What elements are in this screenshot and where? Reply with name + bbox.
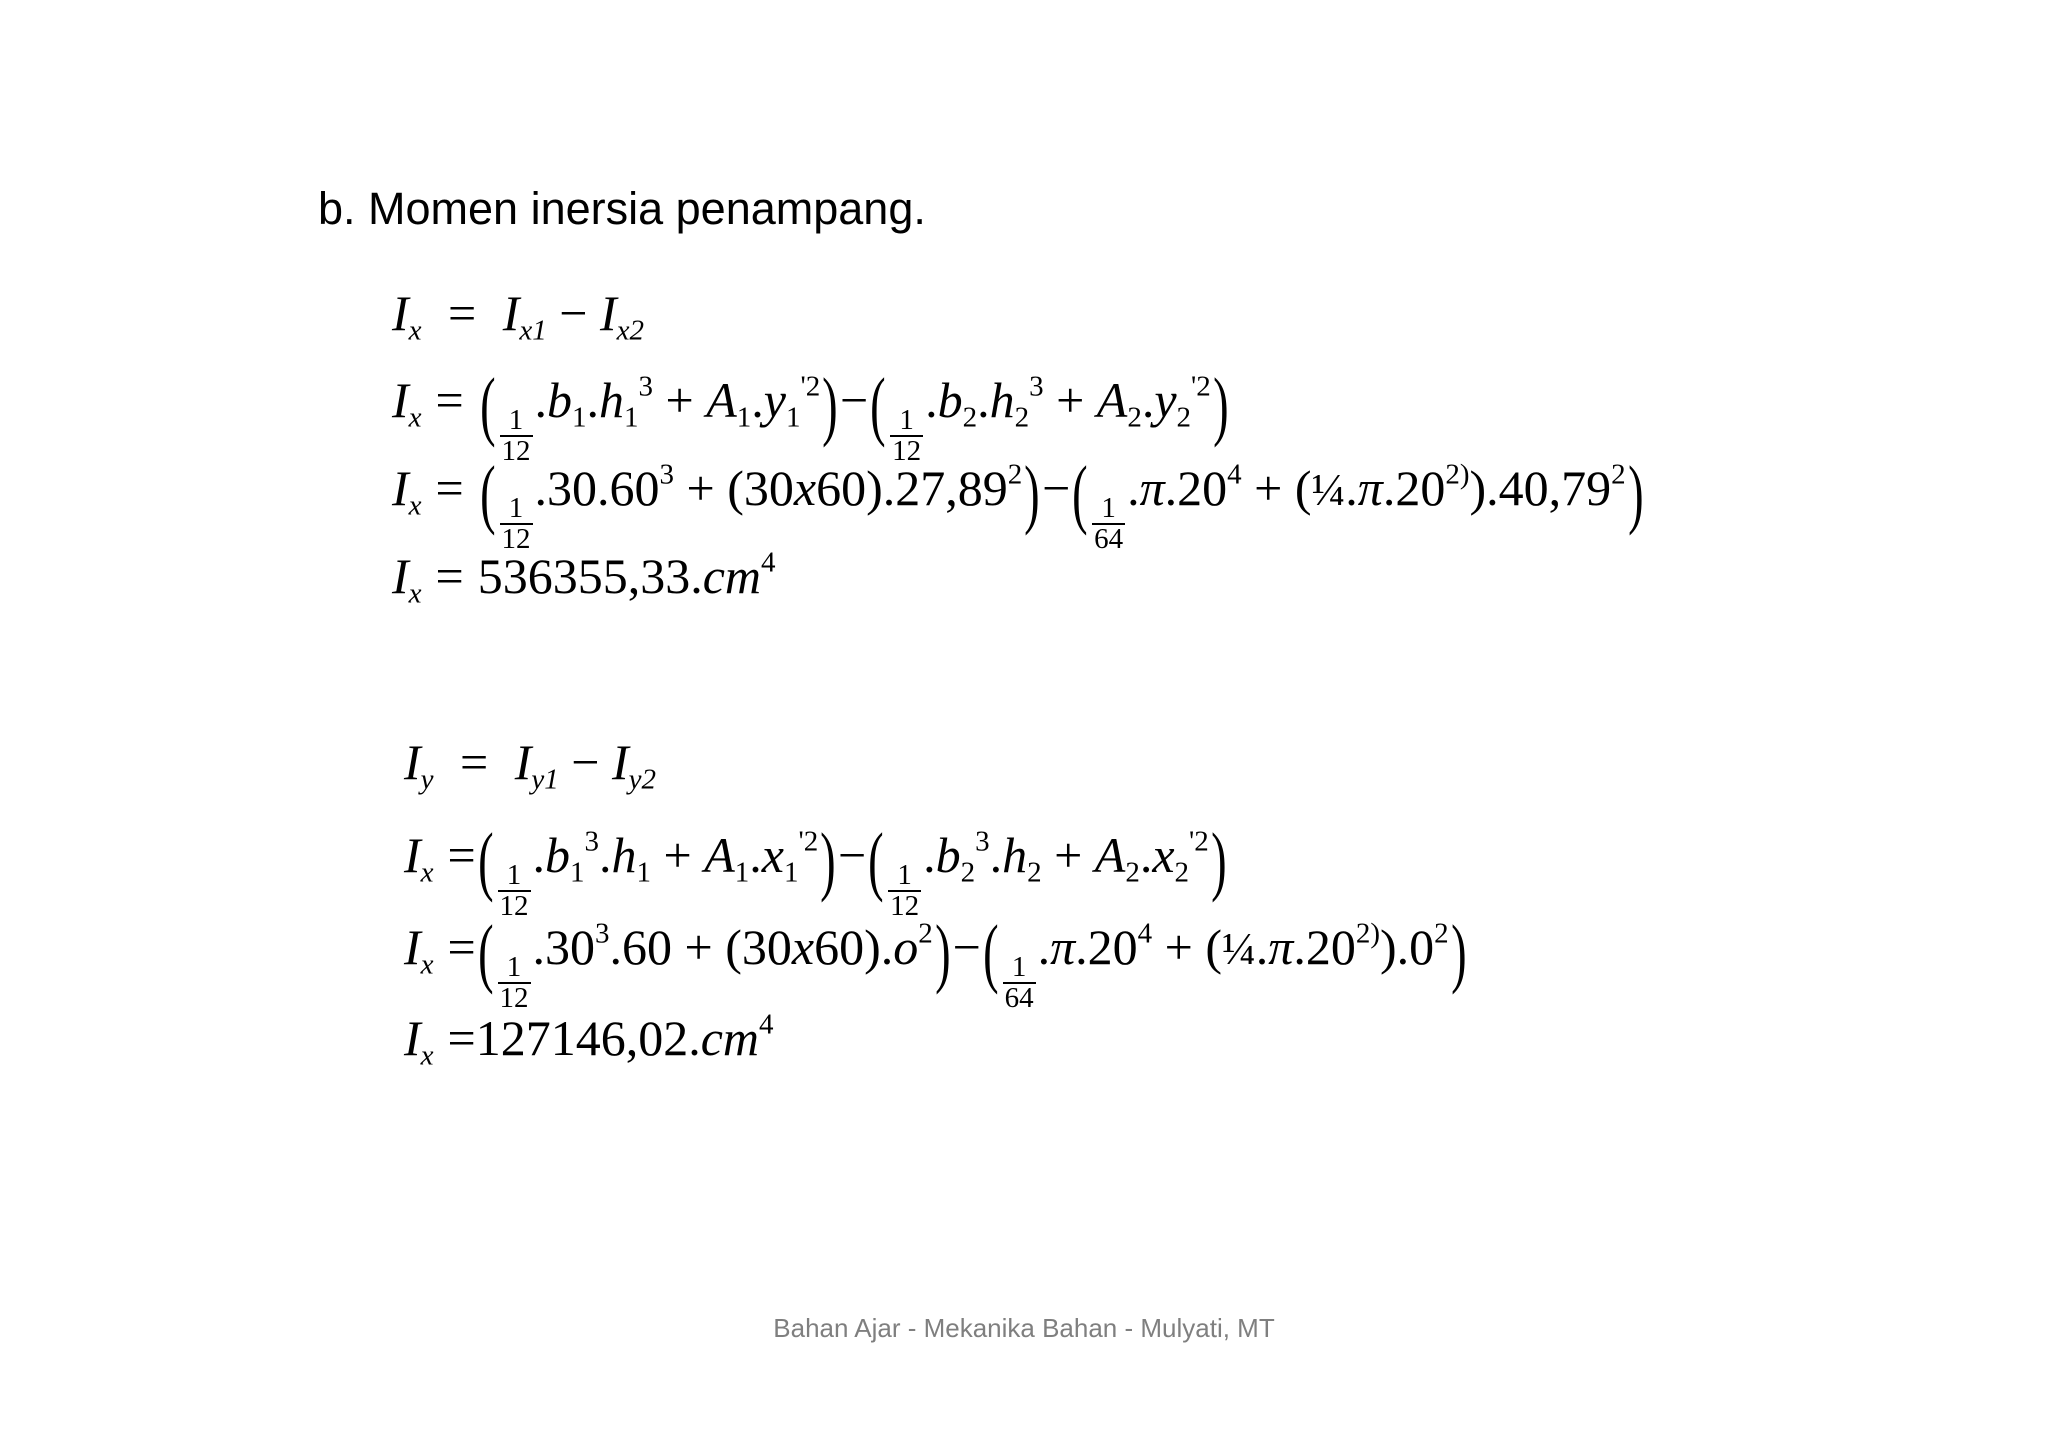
ix-unit: cm <box>702 548 762 604</box>
iy-equation-line-2: $I_x$ =( $\frac{1}{12}$ $.b_1^3.h_1 + A_1.x_1^{'2})-$( $\frac{1}{12}$ $.b_2^3.h_2 + A_2.x_2^{'2}$) <box>404 816 1227 923</box>
iy-result-line: $I_x =127146,02.cm^4$ <box>404 1008 774 1072</box>
footer-credit: Bahan Ajar - Mekanika Bahan - Mulyati, MT <box>773 1313 1275 1343</box>
fraction-one-twelfth: $\frac{1}{12}$ <box>501 404 531 468</box>
ix-result-value: 536355,33. <box>477 548 703 604</box>
iy-unit-exponent: 4 <box>759 1008 774 1041</box>
ix-unit-exponent: 4 <box>761 546 776 579</box>
iy-subscript: y <box>420 763 434 796</box>
iy2-subscript: y2 <box>628 763 656 796</box>
ix-equation-line-1 <box>392 285 644 347</box>
minus-sign: − <box>571 734 600 790</box>
ix-equation-line-3: $I_x$ = ( $\frac{1}{12}$ $.30.60^3 + (30x60).27,89^2)-$( $\frac{1}{64}$ $.\pi.20^4$ + $(\frac{1}{4}.\pi.20^{2)}).40,79^2$) <box>392 449 1644 556</box>
iy-equation-line-3: $I_x$ =( $\frac{1}{12}$ $.30^3.60 + (30x60).o^2)-$( $\frac{1}{64}$ $.\pi.20^4$ + $(\frac{1}{4}.\pi.20^{2)}).0^2$) <box>404 908 1467 1015</box>
fraction-one-sixtyfourth: $\frac{1}{64}$ <box>1094 492 1124 556</box>
iy-unit: cm <box>700 1010 760 1066</box>
equals-sign: = <box>448 285 477 341</box>
iy-result-value: 127146,02. <box>475 1010 701 1066</box>
iy-equation-line-1 <box>404 734 656 796</box>
ix-subscript: x <box>408 314 422 347</box>
iy1-subscript: y1 <box>531 763 559 796</box>
section-heading: b. Momen inersia penampang. <box>318 183 926 234</box>
iy2-symbol: I <box>611 734 629 790</box>
ix2-subscript: x2 <box>616 314 644 347</box>
ix2-symbol: I <box>599 285 617 341</box>
ix-equation-line-2: $I_x$ = ( $\frac{1}{12}$ $.b_1.h_1^3 + A_1.y_1^{'2})-$( $\frac{1}{12}$ $.b_2.h_2^3 + A_2.y_2^{'2}$) <box>392 361 1229 468</box>
ix-result-line: $I_x = 536355,33.cm^4$ <box>392 546 776 610</box>
iy1-symbol: I <box>514 734 532 790</box>
minus-sign: − <box>559 285 588 341</box>
equals-sign: = <box>460 734 489 790</box>
ix1-subscript: x1 <box>519 314 547 347</box>
iy-symbol: I <box>404 734 421 790</box>
ix1-symbol: I <box>502 285 520 341</box>
ix-symbol: I <box>392 285 409 341</box>
